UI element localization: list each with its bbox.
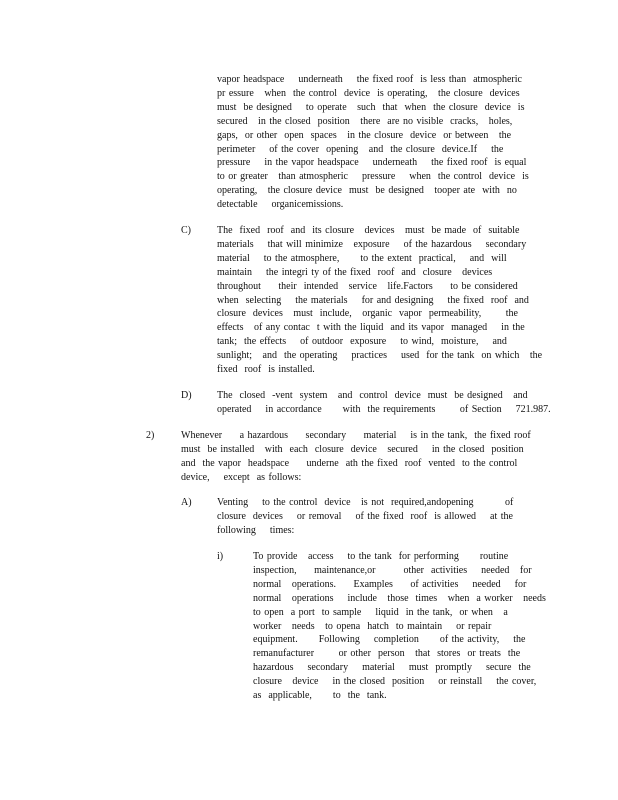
item-C-line: fixed roof is installed. xyxy=(217,364,315,375)
item-A-marker: A) xyxy=(181,497,192,508)
item-C-line: closure devices must include, organic vapor permeability, the xyxy=(217,308,518,320)
item-i-line: to open a port to sample liquid in the tank, or when a xyxy=(253,606,508,618)
paragraph-cont-line: pressure in the vapor headspace underneath the fixed roof is equal xyxy=(217,157,527,169)
item-i-line: worker needs to opena hatch to maintain or repair xyxy=(253,620,492,632)
paragraph-cont-line: to or greater than atmospheric pressure when the control device is xyxy=(217,171,529,183)
item-i-line: inspection, maintenance,or other activities needed for xyxy=(253,564,532,576)
item-2-line: and the vapor headspace underne ath the fixed roof vented to the control xyxy=(181,457,518,469)
item-A-line: closure devices or removal of the fixed roof is allowed at the xyxy=(217,510,513,522)
item-i-line: closure device in the closed position or reinstall the cover, xyxy=(253,676,537,688)
item-i-line: normal operations. Examples of activities needed for xyxy=(253,578,527,590)
item-C-line: when selecting the materials for and designing the fixed roof and xyxy=(217,294,529,306)
item-C-line: materials that will minimize exposure of the hazardous secondary xyxy=(217,238,527,250)
paragraph-cont-line: operating, the closure device must be designed tooper ate with no xyxy=(217,185,517,197)
item-C-line: effects of any contac t with the liquid and its vapor managed in the xyxy=(217,322,525,334)
paragraph-cont-line: vapor headspace underneath the fixed roof is less than atmospheric xyxy=(217,74,522,85)
item-C-line: maintain the integri ty of the fixed roof and closure devices xyxy=(217,266,493,278)
item-C-line: throughout their intended service life.Factors to be considered xyxy=(217,280,518,292)
item-D-marker: D) xyxy=(181,390,192,401)
item-i-line: equipment. Following completion of the activity, the xyxy=(253,634,526,646)
item-i-line: as applicable, to the tank. xyxy=(253,690,387,701)
paragraph-cont-line: detectable organicemissions. xyxy=(217,199,344,211)
item-2-line: device, except as follows: xyxy=(181,471,302,483)
item-A-line: following times: xyxy=(217,524,295,536)
paragraph-cont-line: pr essure when the control device is operating, the closure devices xyxy=(217,87,520,99)
paragraph-cont-line: perimeter of the cover opening and the closure device.If the xyxy=(217,143,504,155)
item-D-line: The closed -vent system and control device must be designed and xyxy=(217,390,528,401)
item-2-line: Whenever a hazardous secondary material is in the tank, the fixed roof xyxy=(181,430,531,441)
item-2-line: must be installed with each closure device secured in the closed position xyxy=(181,443,524,455)
item-i-line: To provide access to the tank for performing routine xyxy=(253,551,509,562)
item-C-marker: C) xyxy=(181,225,191,236)
item-C-line: The fixed roof and its closure devices must be made of suitable xyxy=(217,225,520,236)
paragraph-cont-line: must be designed to operate such that when the closure device is xyxy=(217,101,525,113)
item-C-line: tank; the effects of outdoor exposure to wind, moisture, and xyxy=(217,336,507,348)
item-A-line: Venting to the control device is not required,andopening of xyxy=(217,497,514,508)
item-2-marker: 2) xyxy=(146,430,155,441)
paragraph-cont-line: gaps, or other open spaces in the closure device or between the xyxy=(217,129,512,141)
item-i-marker: i) xyxy=(217,551,224,562)
item-i-line: remanufacturer or other person that stores or treats the xyxy=(253,648,521,660)
item-C-line: sunlight; and the operating practices used for the tank on which the xyxy=(217,350,543,362)
item-C-line: material to the atmosphere, to the extent practical, and will xyxy=(217,252,507,264)
item-i-line: hazardous secondary material must promptly secure the xyxy=(253,662,531,674)
paragraph-cont-line: secured in the closed position there are no visible cracks, holes, xyxy=(217,115,513,127)
item-i-line: normal operations include those times when a worker needs xyxy=(253,592,546,604)
item-D-line: operated in accordance with the requirements of Section 721.987. xyxy=(217,403,551,415)
